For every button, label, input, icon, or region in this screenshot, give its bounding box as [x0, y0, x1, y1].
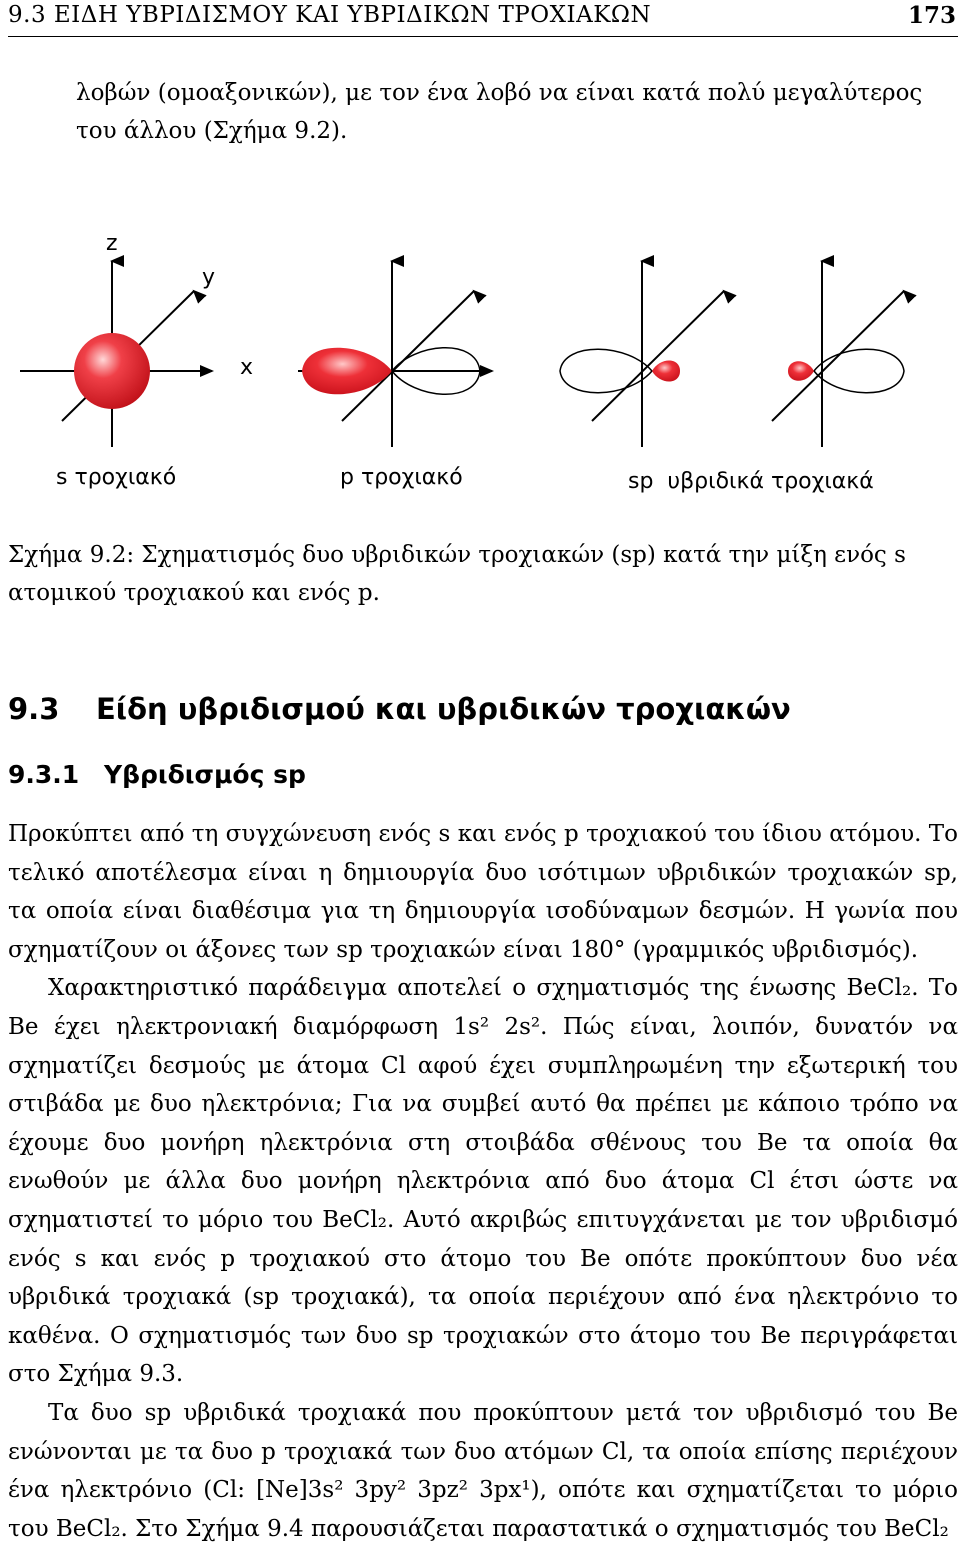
section-title: Είδη υβριδισμού και υβριδικών τροχιακών	[96, 692, 791, 726]
axis-label-z: z	[106, 231, 118, 256]
sp-orbital-1-group	[560, 261, 724, 447]
p-lobe-left	[302, 348, 392, 395]
body-text	[8, 815, 958, 1548]
sp1-small-lobe	[652, 361, 680, 382]
section-number: 9.3	[8, 692, 60, 726]
caption-line-2: ατομικού τροχιακού και ενός p.	[8, 580, 380, 606]
subsection-number: 9.3.1	[8, 760, 80, 789]
sp1-y-axis	[592, 291, 724, 421]
axis-label-x: x	[240, 355, 254, 380]
figure-orbitals	[0, 225, 960, 515]
running-header	[8, 0, 958, 37]
paragraph-1: Προκύπτει από τη συγχώνευση ενός s και ενός p τροχιακού του ίδιου ατόμου. Το τελικό αποτέλεσμα είναι η δημιουργία δυο ισότιμων υβριδικών τροχιακών sp, τα οποία είναι διαθέσιμα για τη δημιουργία ισοδύναμων δεσμών. Η γωνία που σχηματίζουν οι άξονες των sp τροχιακών είναι 180° (γραμμικός υβριδισμός).	[8, 821, 958, 963]
intro-paragraph	[76, 74, 956, 150]
paragraph-3: Τα δυο sp υβριδικά τροχιακά που προκύπτουν μετά τον υβριδισμό του Be ενώνονται με τα δυο p τροχιακά των δυο ατόμων Cl, τα οποία επίσης περιέχουν ένα ηλεκτρόνιο (Cl: [Ne]3s² 3py² 3pz² 3px¹), οπότε και σχηματίζεται το μόριο του BeCl₂. Στο Σχήμα 9.4 παρουσιάζεται παραστατικά ο σχηματισμός του BeCl₂	[8, 1399, 958, 1542]
label-p-orbital: p τροχιακό	[340, 465, 463, 490]
sp1-large-lobe	[560, 349, 652, 393]
subsection-title: Υβριδισμός sp	[104, 760, 306, 789]
paragraph-2: Χαρακτηριστικό παράδειγμα αποτελεί ο σχηματισμός της ένωσης BeCl₂. Το Be έχει ηλεκτρονιακή διαμόρφωση 1s² 2s². Πώς είναι, λοιπόν, δυνατόν να σχηματίζει δεσμούς με άτομα Cl αφού έχει συμπληρωμένη την εξωτερική του στιβάδα με δυο ηλεκτρόνια; Για να συμβεί αυτό θα πρέπει με κάποιο τρόπο να έχουμε δυο μονήρη ηλεκτρόνια στη στοιβάδα σθένους του Be τα οποία θα ενωθούν με άλλα δυο μονήρη ηλεκτρόνια από δυο άτομα Cl έτσι ώστε να σχηματιστεί το μόριο του BeCl₂. Αυτό ακριβώς επιτυγχάνεται με τον υβριδισμό ενός s και ενός p τροχιακού στο άτομο του Be οπότε προκύπτουν δυο νέα υβριδικά τροχιακά (sp τροχιακά), τα οποία περιέχουν από ένα ηλεκτρόνιο το καθένα. Ο σχηματισμός των δυο sp τροχιακών στο άτομο του Be περιγράφεται στο Σχήμα 9.3.	[8, 975, 958, 1388]
label-s-orbital: s τροχιακό	[56, 465, 177, 490]
intro-line-2: του άλλου (Σχήμα 9.2).	[76, 118, 348, 144]
figure-caption	[8, 536, 958, 612]
intro-line-1: λοβών (ομοαξονικών), με τον ένα λοβό να είναι κατά πολύ μεγαλύτερος	[76, 80, 923, 106]
caption-line-1: Σχήμα 9.2: Σχηματισμός δυο υβριδικών τροχιακών (sp) κατά την μίξη ενός s	[8, 542, 906, 568]
sp2-small-lobe	[788, 361, 814, 381]
p-orbital-group	[298, 261, 492, 447]
page-number: 173	[907, 2, 956, 29]
s-orbital-group	[20, 261, 212, 447]
subsection-heading	[8, 760, 306, 789]
sp2-large-lobe	[814, 349, 904, 393]
s-orbital-sphere	[74, 333, 150, 409]
section-heading	[8, 692, 791, 726]
axis-label-y: y	[202, 265, 216, 290]
running-header-section: 9.3 ΕΙΔΗ ΥΒΡΙΔΙΣΜΟΥ ΚΑΙ ΥΒΡΙΔΙΚΩΝ ΤΡΟΧΙΑΚΩΝ	[8, 2, 652, 28]
label-sp-orbitals: sp υβριδικά τροχιακά	[628, 469, 874, 494]
sp-orbital-2-group	[772, 261, 904, 447]
sp2-y-axis	[772, 291, 904, 421]
